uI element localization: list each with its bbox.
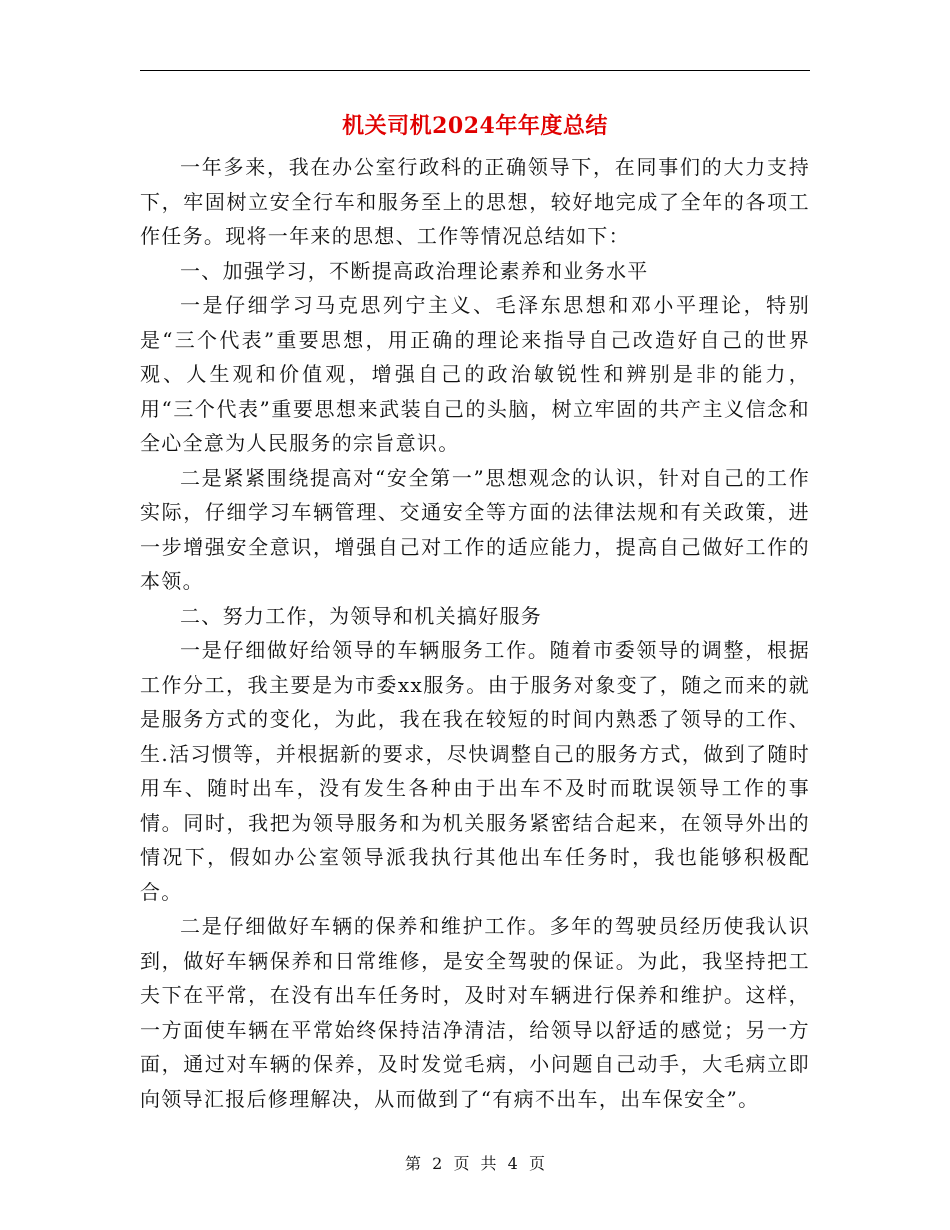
paragraph-study-theory: 一是仔细学习马克思列宁主义、毛泽东思想和邓小平理论，特别是“三个代表”重要思想，用正确的理论来指导自己改造好自己的世界观、人生观和价值观，增强自己的政治敏锐性和辨别是非的能力，用“三个代表”重要思想来武装自己的头脑，树立牢固的共产主义信念和全心全意为人民服务的宗旨意识。 [140,293,810,455]
document-body [140,150,810,1116]
footer-page-number: 2 [432,1154,443,1173]
paragraph-leader-service: 一是仔细做好给领导的车辆服务工作。随着市委领导的调整，根据工作分工，我主要是为市委xx服务。由于服务对象变了，随之而来的就是服务方式的变化，为此，我在我在较短的时间内熟悉了领导的工作、生.活习惯等，并根据新的要求，尽快调整自己的服务方式，做到了随时用车、随时出车，没有发生各种由于出车不及时而耽误领导工作的事情。同时，我把为领导服务和为机关服务紧密结合起来，在领导外出的情况下，假如办公室领导派我执行其他出车任务时，我也能够积极配合。 [140,638,810,904]
section-heading-1: 一、加强学习，不断提高政治理论素养和业务水平 [180,258,649,283]
page-footer [0,1153,950,1175]
paragraph-safety-awareness: 二是紧紧围绕提高对“安全第一”思想观念的认识，针对自己的工作实际，仔细学习车辆管理、交通安全等方面的法律法规和有关政策，进一步增强安全意识，增强自己对工作的适应能力，提高自己做好工作的本领。 [140,465,810,593]
paragraph-intro: 一年多来，我在办公室行政科的正确领导下，在同事们的大力支持下，牢固树立安全行车和服务至上的思想，较好地完成了全年的各项工作任务。现将一年来的思想、工作等情况总结如下： [140,155,810,248]
footer-total-pages: 4 [507,1154,518,1173]
footer-total-prefix: 共 [480,1154,497,1173]
footer-page-prefix: 第 [405,1154,422,1173]
header-rule [140,70,810,71]
section-heading-2: 二、努力工作，为领导和机关搞好服务 [180,603,543,628]
footer-page-unit: 页 [453,1154,470,1173]
document-title: 机关司机2024年年度总结 [342,113,608,139]
footer-total-unit: 页 [528,1154,545,1173]
paragraph-vehicle-maintenance: 二是仔细做好车辆的保养和维护工作。多年的驾驶员经历使我认识到，做好车辆保养和日常维修，是安全驾驶的保证。为此，我坚持把工夫下在平常，在没有出车任务时，及时对车辆进行保养和维护。这样，一方面使车辆在平常始终保持洁净清洁，给领导以舒适的感觉；另一方面，通过对车辆的保养，及时发觉毛病，小问题自己动手，大毛病立即向领导汇报后修理解决，从而做到了“有病不出车，出车保安全”。 [140,914,810,1111]
